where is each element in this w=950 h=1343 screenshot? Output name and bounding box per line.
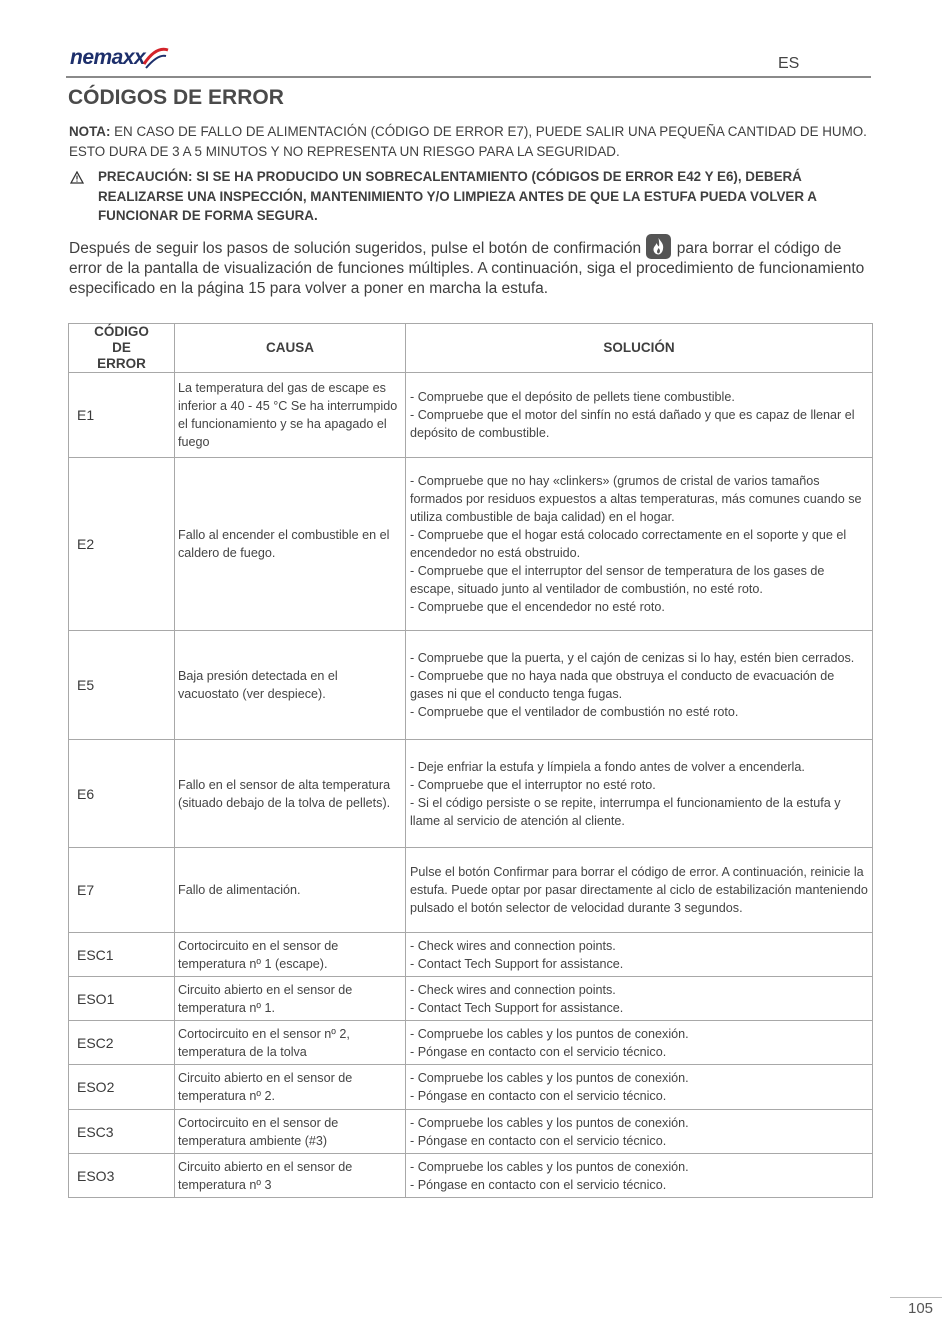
error-code: E7 — [69, 848, 175, 933]
table-row — [69, 458, 873, 631]
language-code: ES — [778, 55, 800, 72]
logo-swoosh-icon — [140, 44, 170, 70]
error-solution — [406, 1065, 873, 1110]
solution-line: - Compruebe los cables y los puntos de conexión. — [410, 1071, 689, 1085]
error-code: E2 — [69, 458, 175, 631]
table-row — [69, 977, 873, 1021]
error-solution — [406, 1110, 873, 1154]
solution-line: - Compruebe que el motor del sinfín no está dañado y que es capaz de llenar el depósito de combustible. — [410, 408, 855, 440]
table-row — [69, 631, 873, 740]
note-label: NOTA: — [69, 124, 111, 139]
solution-line: - Compruebe los cables y los puntos de conexión. — [410, 1026, 689, 1041]
solution-line: Pulse el botón Confirmar para borrar el código de error. A continuación, reinicie la estufa. Puede optar por pasar directamente al ciclo de estabilización manteniendo pulsado el botón selector de velocidad durante 3 segundos. — [410, 865, 868, 915]
error-cause: Cortocircuito en el sensor de temperatura nº 1 (escape). — [175, 933, 406, 977]
error-solution — [406, 631, 873, 740]
error-solution — [406, 1021, 873, 1065]
error-cause: Fallo de alimentación. — [175, 848, 406, 933]
table-header-row — [69, 324, 873, 373]
instructions-text-before: Después de seguir los pasos de solución sugeridos, pulse el botón de confirmación — [69, 240, 646, 257]
note-text: EN CASO DE FALLO DE ALIMENTACIÓN (CÓDIGO DE ERROR E7), PUEDE SALIR UNA PEQUEÑA CANTIDAD DE HUMO. ESTO DURA DE 3 A 5 MINUTOS Y NO REPRESENTA UN RIESGO PARA LA SEGURIDAD. — [69, 124, 867, 159]
error-code: ESO1 — [69, 977, 175, 1021]
instructions-paragraph — [69, 234, 874, 298]
logo-text: nemaxx — [70, 46, 146, 69]
solution-line: - Compruebe que la puerta, y el cajón de cenizas si lo hay, estén bien cerrados. — [410, 651, 855, 665]
error-code: ESO2 — [69, 1065, 175, 1110]
brand-logo — [70, 44, 166, 72]
error-solution — [406, 740, 873, 848]
solution-line: - Contact Tech Support for assistance. — [410, 956, 624, 971]
table-row — [69, 1154, 873, 1198]
table-row — [69, 1021, 873, 1065]
solution-line: - Póngase en contacto con el servicio técnico. — [410, 1133, 667, 1148]
error-cause: Cortocircuito en el sensor de temperatura ambiente (#3) — [175, 1110, 406, 1154]
error-cause: Circuito abierto en el sensor de temperatura nº 2. — [175, 1065, 406, 1110]
header-cause: CAUSA — [175, 324, 406, 373]
error-solution — [406, 458, 873, 631]
solution-line: - Compruebe que el interruptor no esté roto. — [410, 777, 656, 792]
warning-icon — [70, 171, 84, 184]
error-code: E5 — [69, 631, 175, 740]
error-code: E1 — [69, 373, 175, 458]
error-cause: Fallo en el sensor de alta temperatura (situado debajo de la tolva de pellets). — [175, 740, 406, 848]
solution-line: - Compruebe que el depósito de pellets tiene combustible. — [410, 390, 735, 404]
error-cause: La temperatura del gas de escape es inferior a 40 - 45 °C Se ha interrumpido el funcionamiento y se ha apagado el fuego — [175, 373, 406, 458]
table-row — [69, 1065, 873, 1110]
error-code: E6 — [69, 740, 175, 848]
header-code: CÓDIGO DE ERROR — [69, 324, 175, 373]
error-code: ESC2 — [69, 1021, 175, 1065]
solution-line: - Compruebe que no hay «clinkers» (grumos de cristal de varios tamaños formados por residuos expuestos a altas temperaturas, más comunes cuando se utiliza combustible de baja calidad) en el hogar. — [410, 474, 862, 524]
error-cause: Fallo al encender el combustible en el caldero de fuego. — [175, 458, 406, 631]
error-cause: Baja presión detectada en el vacuostato (ver despiece). — [175, 631, 406, 740]
error-solution — [406, 977, 873, 1021]
solution-line: - Póngase en contacto con el servicio técnico. — [410, 1089, 667, 1103]
table-row — [69, 740, 873, 848]
header-divider — [66, 76, 871, 78]
solution-line: - Deje enfriar la estufa y límpiela a fondo antes de volver a encenderla. — [410, 759, 805, 774]
error-code: ESC1 — [69, 933, 175, 977]
confirm-button-icon — [646, 234, 671, 259]
error-solution — [406, 933, 873, 977]
solution-line: - Póngase en contacto con el servicio técnico. — [410, 1177, 667, 1192]
error-cause: Circuito abierto en el sensor de temperatura nº 1. — [175, 977, 406, 1021]
solution-line: - Compruebe que el interruptor del sensor de temperatura de los gases de escape, situado junto al ventilador de combustión, no esté roto. — [410, 564, 825, 596]
error-code: ESC3 — [69, 1110, 175, 1154]
error-cause: Circuito abierto en el sensor de temperatura nº 3 — [175, 1154, 406, 1198]
solution-line: - Compruebe que el ventilador de combustión no esté roto. — [410, 705, 739, 719]
table-row — [69, 848, 873, 933]
error-solution — [406, 1154, 873, 1198]
solution-line: - Si el código persiste o se repite, interrumpa el funcionamiento de la estufa y llame al servicio de atención al cliente. — [410, 795, 841, 828]
footer-divider — [890, 1297, 942, 1298]
error-solution — [406, 373, 873, 458]
table-row — [69, 933, 873, 977]
page-number: 105 — [908, 1300, 934, 1317]
caution-paragraph: PRECAUCIÓN: SI SE HA PRODUCIDO UN SOBRECALENTAMIENTO (CÓDIGOS DE ERROR E42 Y E6), DEBERÁ REALIZARSE UNA INSPECCIÓN, MANTENIMIENTO Y/O LIMPIEZA ANTES DE QUE LA ESTUFA PUEDA VOLVER A FUNCIONAR DE FORMA SEGURA. — [98, 169, 817, 223]
solution-line: - Compruebe que no haya nada que obstruya el conducto de evacuación de gases ni que el conducto tenga fugas. — [410, 669, 835, 701]
error-solution — [406, 848, 873, 933]
error-cause: Cortocircuito en el sensor nº 2, temperatura de la tolva — [175, 1021, 406, 1065]
error-codes-table — [68, 323, 873, 1198]
solution-line: - Contact Tech Support for assistance. — [410, 1000, 624, 1015]
page-title: CÓDIGOS DE ERROR — [68, 86, 284, 109]
solution-line: - Check wires and connection points. — [410, 938, 616, 953]
solution-line: - Compruebe que el hogar está colocado correctamente en el soporte y que el encendedor no está obstruido. — [410, 528, 847, 560]
solution-line: - Compruebe los cables y los puntos de conexión. — [410, 1159, 689, 1174]
header-solution: SOLUCIÓN — [406, 324, 873, 373]
solution-line: - Póngase en contacto con el servicio técnico. — [410, 1044, 667, 1059]
table-row — [69, 373, 873, 458]
note-paragraph — [69, 122, 869, 161]
table-row — [69, 1110, 873, 1154]
solution-line: - Compruebe que el encendedor no esté roto. — [410, 600, 665, 614]
solution-line: - Compruebe los cables y los puntos de conexión. — [410, 1115, 689, 1130]
error-table-body — [69, 373, 873, 1198]
instructions-text-after: para borrar el código de error de la pantalla de visualización de funciones múltiples. A continuación, siga el procedimiento de funcionamiento especificado en la página 15 para volver a poner en marcha la estufa. — [69, 240, 865, 297]
solution-line: - Check wires and connection points. — [410, 982, 616, 997]
error-code: ESO3 — [69, 1154, 175, 1198]
